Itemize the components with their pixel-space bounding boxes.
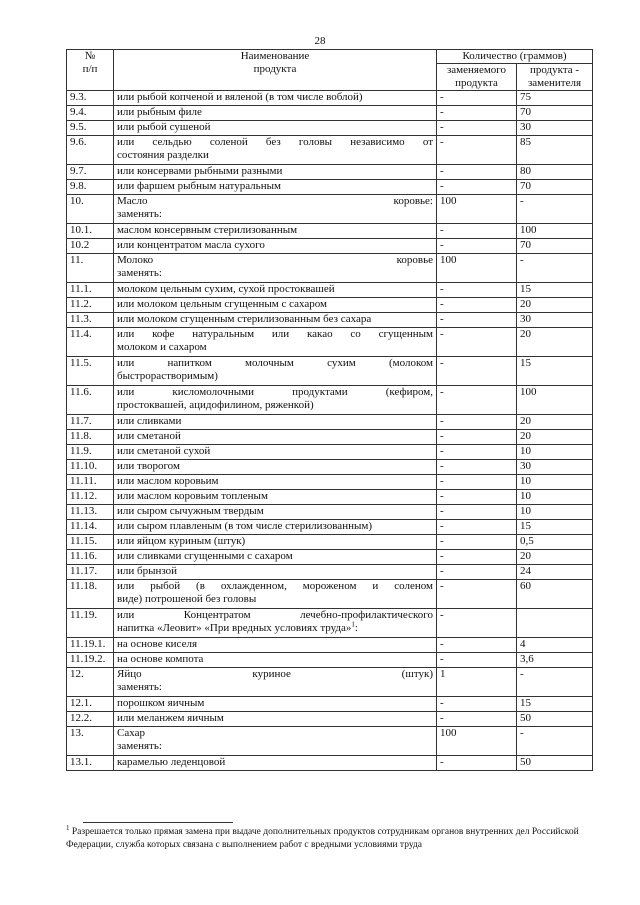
product-name-line — [117, 740, 433, 753]
replaced-quantity: - — [437, 165, 517, 180]
replaced-quantity: - — [437, 224, 517, 239]
product-name-text: виде) потрошеной без головы — [117, 593, 257, 605]
product-name-line: или сельдью соленой без головы независимо от — [117, 136, 433, 148]
substitute-quantity: 30 — [517, 121, 593, 136]
product-name — [114, 254, 437, 283]
product-name-text: молоком и сахаром — [117, 341, 207, 353]
replaced-quantity: - — [437, 91, 517, 106]
product-name-text: быстрорастворимым) — [117, 370, 218, 382]
table-row — [67, 136, 593, 165]
product-name: или сметаной — [114, 430, 437, 445]
row-number: 13. — [67, 727, 114, 756]
product-name — [114, 386, 437, 415]
row-number: 11.12. — [67, 490, 114, 505]
product-name: или рыбой сушеной — [114, 121, 437, 136]
substitute-quantity: 4 — [517, 638, 593, 653]
replaced-quantity: - — [437, 313, 517, 328]
product-name: или меланжем яичным — [114, 712, 437, 727]
product-name — [114, 136, 437, 165]
table-row — [67, 505, 593, 520]
substitute-quantity: - — [517, 727, 593, 756]
replaced-quantity: - — [437, 121, 517, 136]
product-name — [114, 727, 437, 756]
row-number: 11.13. — [67, 505, 114, 520]
replaced-quantity: - — [437, 475, 517, 490]
table-row — [67, 520, 593, 535]
product-name-line: или кофе натуральным или какао со сгущенным — [117, 328, 433, 340]
product-name-text: заменять: — [117, 740, 162, 752]
product-name: или концентратом масла сухого — [114, 239, 437, 254]
replaced-quantity: - — [437, 328, 517, 357]
substitute-quantity: 20 — [517, 415, 593, 430]
replaced-quantity: - — [437, 239, 517, 254]
header-replaced-product: заменяемого продукта — [437, 64, 517, 91]
footnote-marker: 1 — [66, 823, 70, 832]
row-number: 11.7. — [67, 415, 114, 430]
row-number: 10.1. — [67, 224, 114, 239]
row-number: 9.7. — [67, 165, 114, 180]
row-number: 11.17. — [67, 565, 114, 580]
product-name-line — [117, 267, 433, 280]
row-number: 11.3. — [67, 313, 114, 328]
replaced-quantity: - — [437, 697, 517, 712]
replaced-quantity: - — [437, 106, 517, 121]
row-number: 11.1. — [67, 283, 114, 298]
table-row — [67, 445, 593, 460]
product-name-text: заменять: — [117, 681, 162, 693]
replaced-quantity: 100 — [437, 195, 517, 224]
substitute-quantity: 75 — [517, 91, 593, 106]
product-name-line: или рыбой (в охлажденном, мороженом и соленом — [117, 580, 433, 592]
substitute-quantity: 20 — [517, 550, 593, 565]
replaced-quantity: - — [437, 638, 517, 653]
row-number: 11.8. — [67, 430, 114, 445]
product-name: или сыром сычужным твердым — [114, 505, 437, 520]
table-row — [67, 415, 593, 430]
product-name — [114, 668, 437, 697]
product-name: или молоком цельным сгущенным с сахаром — [114, 298, 437, 313]
row-number: 10. — [67, 195, 114, 224]
product-name: или творогом — [114, 460, 437, 475]
replaced-quantity: - — [437, 580, 517, 609]
substitute-quantity: 30 — [517, 460, 593, 475]
product-name: или маслом коровьим топленым — [114, 490, 437, 505]
footnote-text: Разрешается только прямая замена при выдаче дополнительных продуктов сотрудникам органов внутренних дел Российской Федерации, служба которых связана с выполнением работ с вредными условиями труда — [66, 827, 579, 850]
product-name-line: или Концентратом лечебно-профилактического — [117, 609, 433, 621]
product-name-line: Яйцо куриное (штук) — [117, 668, 433, 680]
table-row — [67, 430, 593, 445]
product-name-suffix: : — [354, 622, 358, 634]
row-number: 11.15. — [67, 535, 114, 550]
product-name — [114, 580, 437, 609]
table-body — [67, 91, 593, 771]
product-name-text: заменять: — [117, 267, 162, 279]
row-number: 9.5. — [67, 121, 114, 136]
row-number: 13.1. — [67, 756, 114, 771]
substitute-quantity: 10 — [517, 445, 593, 460]
replaced-quantity: - — [437, 283, 517, 298]
row-number: 11.19. — [67, 609, 114, 638]
row-number: 11.18. — [67, 580, 114, 609]
footnote-reference: 1 — [351, 620, 355, 629]
table-row — [67, 712, 593, 727]
row-number: 12.2. — [67, 712, 114, 727]
substitute-quantity: 100 — [517, 224, 593, 239]
product-name: или брынзой — [114, 565, 437, 580]
row-number: 9.3. — [67, 91, 114, 106]
page-number: 28 — [314, 35, 326, 47]
row-number: 10.2 — [67, 239, 114, 254]
table-row — [67, 535, 593, 550]
replaced-quantity: - — [437, 415, 517, 430]
row-number: 11.19.2. — [67, 653, 114, 668]
row-number: 9.6. — [67, 136, 114, 165]
header-product-name: Наименование продукта — [114, 50, 437, 91]
substitute-quantity: 0,5 — [517, 535, 593, 550]
replaced-quantity: - — [437, 550, 517, 565]
header-substitute-product: продукта - заменителя — [517, 64, 593, 91]
product-name-line — [117, 622, 433, 635]
row-number: 11.14. — [67, 520, 114, 535]
substitute-quantity: 10 — [517, 505, 593, 520]
substitute-quantity: - — [517, 254, 593, 283]
substitute-quantity: 10 — [517, 475, 593, 490]
product-name-line: Масло коровье: — [117, 195, 433, 207]
table-row — [67, 668, 593, 697]
product-name-line — [117, 341, 433, 354]
row-number: 11.16. — [67, 550, 114, 565]
substitute-quantity: 15 — [517, 697, 593, 712]
product-name: карамелью леденцовой — [114, 756, 437, 771]
row-number: 9.8. — [67, 180, 114, 195]
footnote — [66, 823, 596, 852]
row-number: 9.4. — [67, 106, 114, 121]
product-name: на основе компота — [114, 653, 437, 668]
product-name: маслом консервным стерилизованным — [114, 224, 437, 239]
replaced-quantity: - — [437, 565, 517, 580]
table-row — [67, 550, 593, 565]
product-name-line — [117, 149, 433, 162]
product-name-line: Сахар — [117, 727, 145, 739]
table-row — [67, 580, 593, 609]
substitute-quantity: - — [517, 668, 593, 697]
substitute-quantity: 30 — [517, 313, 593, 328]
product-name-text: заменять: — [117, 208, 162, 220]
product-name — [114, 609, 437, 638]
table-row — [67, 475, 593, 490]
product-name-line: Молоко коровье — [117, 254, 433, 266]
substitute-quantity: 50 — [517, 756, 593, 771]
product-name: или сливками — [114, 415, 437, 430]
table-row — [67, 609, 593, 638]
substitute-quantity: - — [517, 195, 593, 224]
product-name: порошком яичным — [114, 697, 437, 712]
replaced-quantity: - — [437, 386, 517, 415]
substitute-quantity: 10 — [517, 490, 593, 505]
substitute-quantity: 15 — [517, 520, 593, 535]
substitute-quantity: 20 — [517, 328, 593, 357]
product-name: или рыбным филе — [114, 106, 437, 121]
table-row — [67, 756, 593, 771]
substitute-quantity: 15 — [517, 283, 593, 298]
substitute-quantity: 24 — [517, 565, 593, 580]
table-row — [67, 195, 593, 224]
replaced-quantity: - — [437, 535, 517, 550]
row-number: 12. — [67, 668, 114, 697]
table-row — [67, 283, 593, 298]
product-name — [114, 195, 437, 224]
substitute-quantity: 70 — [517, 180, 593, 195]
table-row — [67, 328, 593, 357]
substitute-quantity: 100 — [517, 386, 593, 415]
product-name: или сметаной сухой — [114, 445, 437, 460]
replaced-quantity: 100 — [437, 727, 517, 756]
table-row — [67, 180, 593, 195]
row-number: 11.10. — [67, 460, 114, 475]
product-name-line — [117, 399, 433, 412]
replaced-quantity: - — [437, 490, 517, 505]
table-row — [67, 565, 593, 580]
replaced-quantity: - — [437, 445, 517, 460]
substitute-quantity: 60 — [517, 580, 593, 609]
table-row — [67, 727, 593, 756]
table-row — [67, 490, 593, 505]
replaced-quantity: - — [437, 609, 517, 638]
product-name: или яйцом куриным (штук) — [114, 535, 437, 550]
replaced-quantity: - — [437, 505, 517, 520]
replaced-quantity: - — [437, 430, 517, 445]
substitute-quantity: 70 — [517, 239, 593, 254]
table-header — [67, 50, 593, 91]
row-number: 11.5. — [67, 357, 114, 386]
product-name-line: или напитком молочным сухим (молоком — [117, 357, 433, 369]
substitute-quantity: 85 — [517, 136, 593, 165]
table-row — [67, 386, 593, 415]
product-name: молоком цельным сухим, сухой простоквашей — [114, 283, 437, 298]
replaced-quantity: - — [437, 653, 517, 668]
product-name-line — [117, 681, 433, 694]
row-number: 11.2. — [67, 298, 114, 313]
row-number: 11.6. — [67, 386, 114, 415]
header-quantity: Количество (граммов) — [437, 50, 593, 64]
substitute-quantity — [517, 609, 593, 638]
table-row — [67, 121, 593, 136]
table-row — [67, 298, 593, 313]
replaced-quantity: - — [437, 357, 517, 386]
row-number: 11.19.1. — [67, 638, 114, 653]
row-number: 11.4. — [67, 328, 114, 357]
table-row — [67, 357, 593, 386]
substitute-quantity: 15 — [517, 357, 593, 386]
table-row — [67, 638, 593, 653]
table-row — [67, 165, 593, 180]
product-name-line: или кисломолочными продуктами (кефиром, — [117, 386, 433, 398]
replaced-quantity: 100 — [437, 254, 517, 283]
replaced-quantity: - — [437, 180, 517, 195]
table-row — [67, 106, 593, 121]
product-name-line — [117, 208, 433, 221]
product-name-text: напитка «Леовит» «При вредных условиях труда» — [117, 622, 352, 634]
product-name-text: состояния разделки — [117, 149, 209, 161]
replaced-quantity: 1 — [437, 668, 517, 697]
product-name: или рыбой копченой и вяленой (в том числе воблой) — [114, 91, 437, 106]
row-number: 12.1. — [67, 697, 114, 712]
replaced-quantity: - — [437, 756, 517, 771]
product-name-line — [117, 370, 433, 383]
replaced-quantity: - — [437, 298, 517, 313]
table-row — [67, 239, 593, 254]
replaced-quantity: - — [437, 520, 517, 535]
product-name-line — [117, 593, 433, 606]
product-name: или консервами рыбными разными — [114, 165, 437, 180]
footnote-divider — [83, 822, 233, 823]
food-substitution-table — [66, 49, 593, 771]
replaced-quantity: - — [437, 460, 517, 475]
row-number: 11.9. — [67, 445, 114, 460]
product-name: или сливками сгущенными с сахаром — [114, 550, 437, 565]
table-row — [67, 313, 593, 328]
product-name-text: простоквашей, ацидофилином, ряженкой) — [117, 399, 314, 411]
substitute-quantity: 80 — [517, 165, 593, 180]
product-name: или сыром плавленым (в том числе стерилизованным) — [114, 520, 437, 535]
product-name — [114, 357, 437, 386]
table-row — [67, 697, 593, 712]
row-number: 11. — [67, 254, 114, 283]
table-row — [67, 224, 593, 239]
table-row — [67, 91, 593, 106]
substitute-quantity: 50 — [517, 712, 593, 727]
product-name: или молоком сгущенным стерилизованным без сахара — [114, 313, 437, 328]
product-name: или фаршем рыбным натуральным — [114, 180, 437, 195]
table-row — [67, 653, 593, 668]
replaced-quantity: - — [437, 712, 517, 727]
substitute-quantity: 70 — [517, 106, 593, 121]
table-row — [67, 460, 593, 475]
substitute-quantity: 20 — [517, 298, 593, 313]
header-number: № п/п — [67, 50, 114, 91]
product-name: на основе киселя — [114, 638, 437, 653]
table-row — [67, 254, 593, 283]
substitute-quantity: 3,6 — [517, 653, 593, 668]
replaced-quantity: - — [437, 136, 517, 165]
substitute-quantity: 20 — [517, 430, 593, 445]
row-number: 11.11. — [67, 475, 114, 490]
product-name: или маслом коровьим — [114, 475, 437, 490]
product-name — [114, 328, 437, 357]
